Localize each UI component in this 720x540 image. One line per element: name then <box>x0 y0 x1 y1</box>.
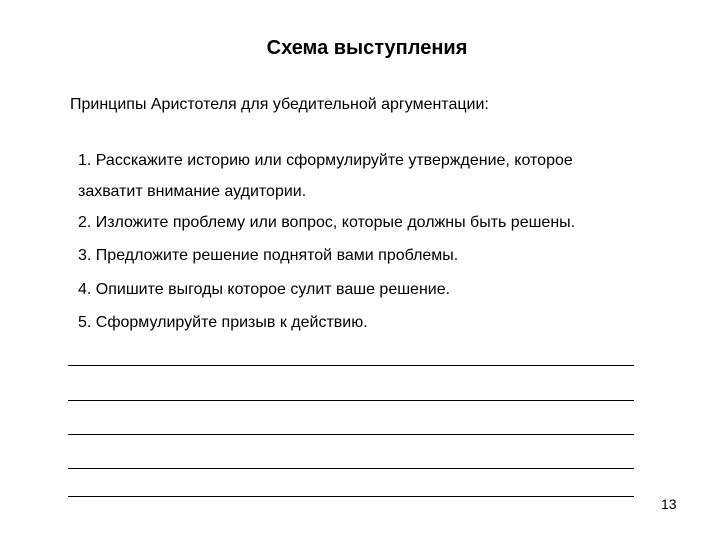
writing-line <box>68 434 634 435</box>
writing-line <box>68 400 634 401</box>
list-item: 1. Расскажите историю или сформулируйте утверждение, которое <box>78 152 573 169</box>
writing-line <box>68 468 634 469</box>
slide-subtitle: Принципы Аристотеля для убедительной аргументации: <box>70 96 489 113</box>
list-item-continuation: захватит внимание аудитории. <box>78 183 307 200</box>
writing-line <box>68 365 634 366</box>
page-number: 13 <box>661 496 677 512</box>
list-item: 3. Предложите решение поднятой вами проблемы. <box>78 247 459 264</box>
list-item: 5. Сформулируйте призыв к действию. <box>78 314 368 331</box>
writing-line <box>68 496 634 497</box>
list-item: 2. Изложите проблему или вопрос, которые должны быть решены. <box>78 214 576 231</box>
slide-title: Схема выступления <box>266 37 468 59</box>
list-item: 4. Опишите выгоды которое сулит ваше решение. <box>78 281 451 298</box>
